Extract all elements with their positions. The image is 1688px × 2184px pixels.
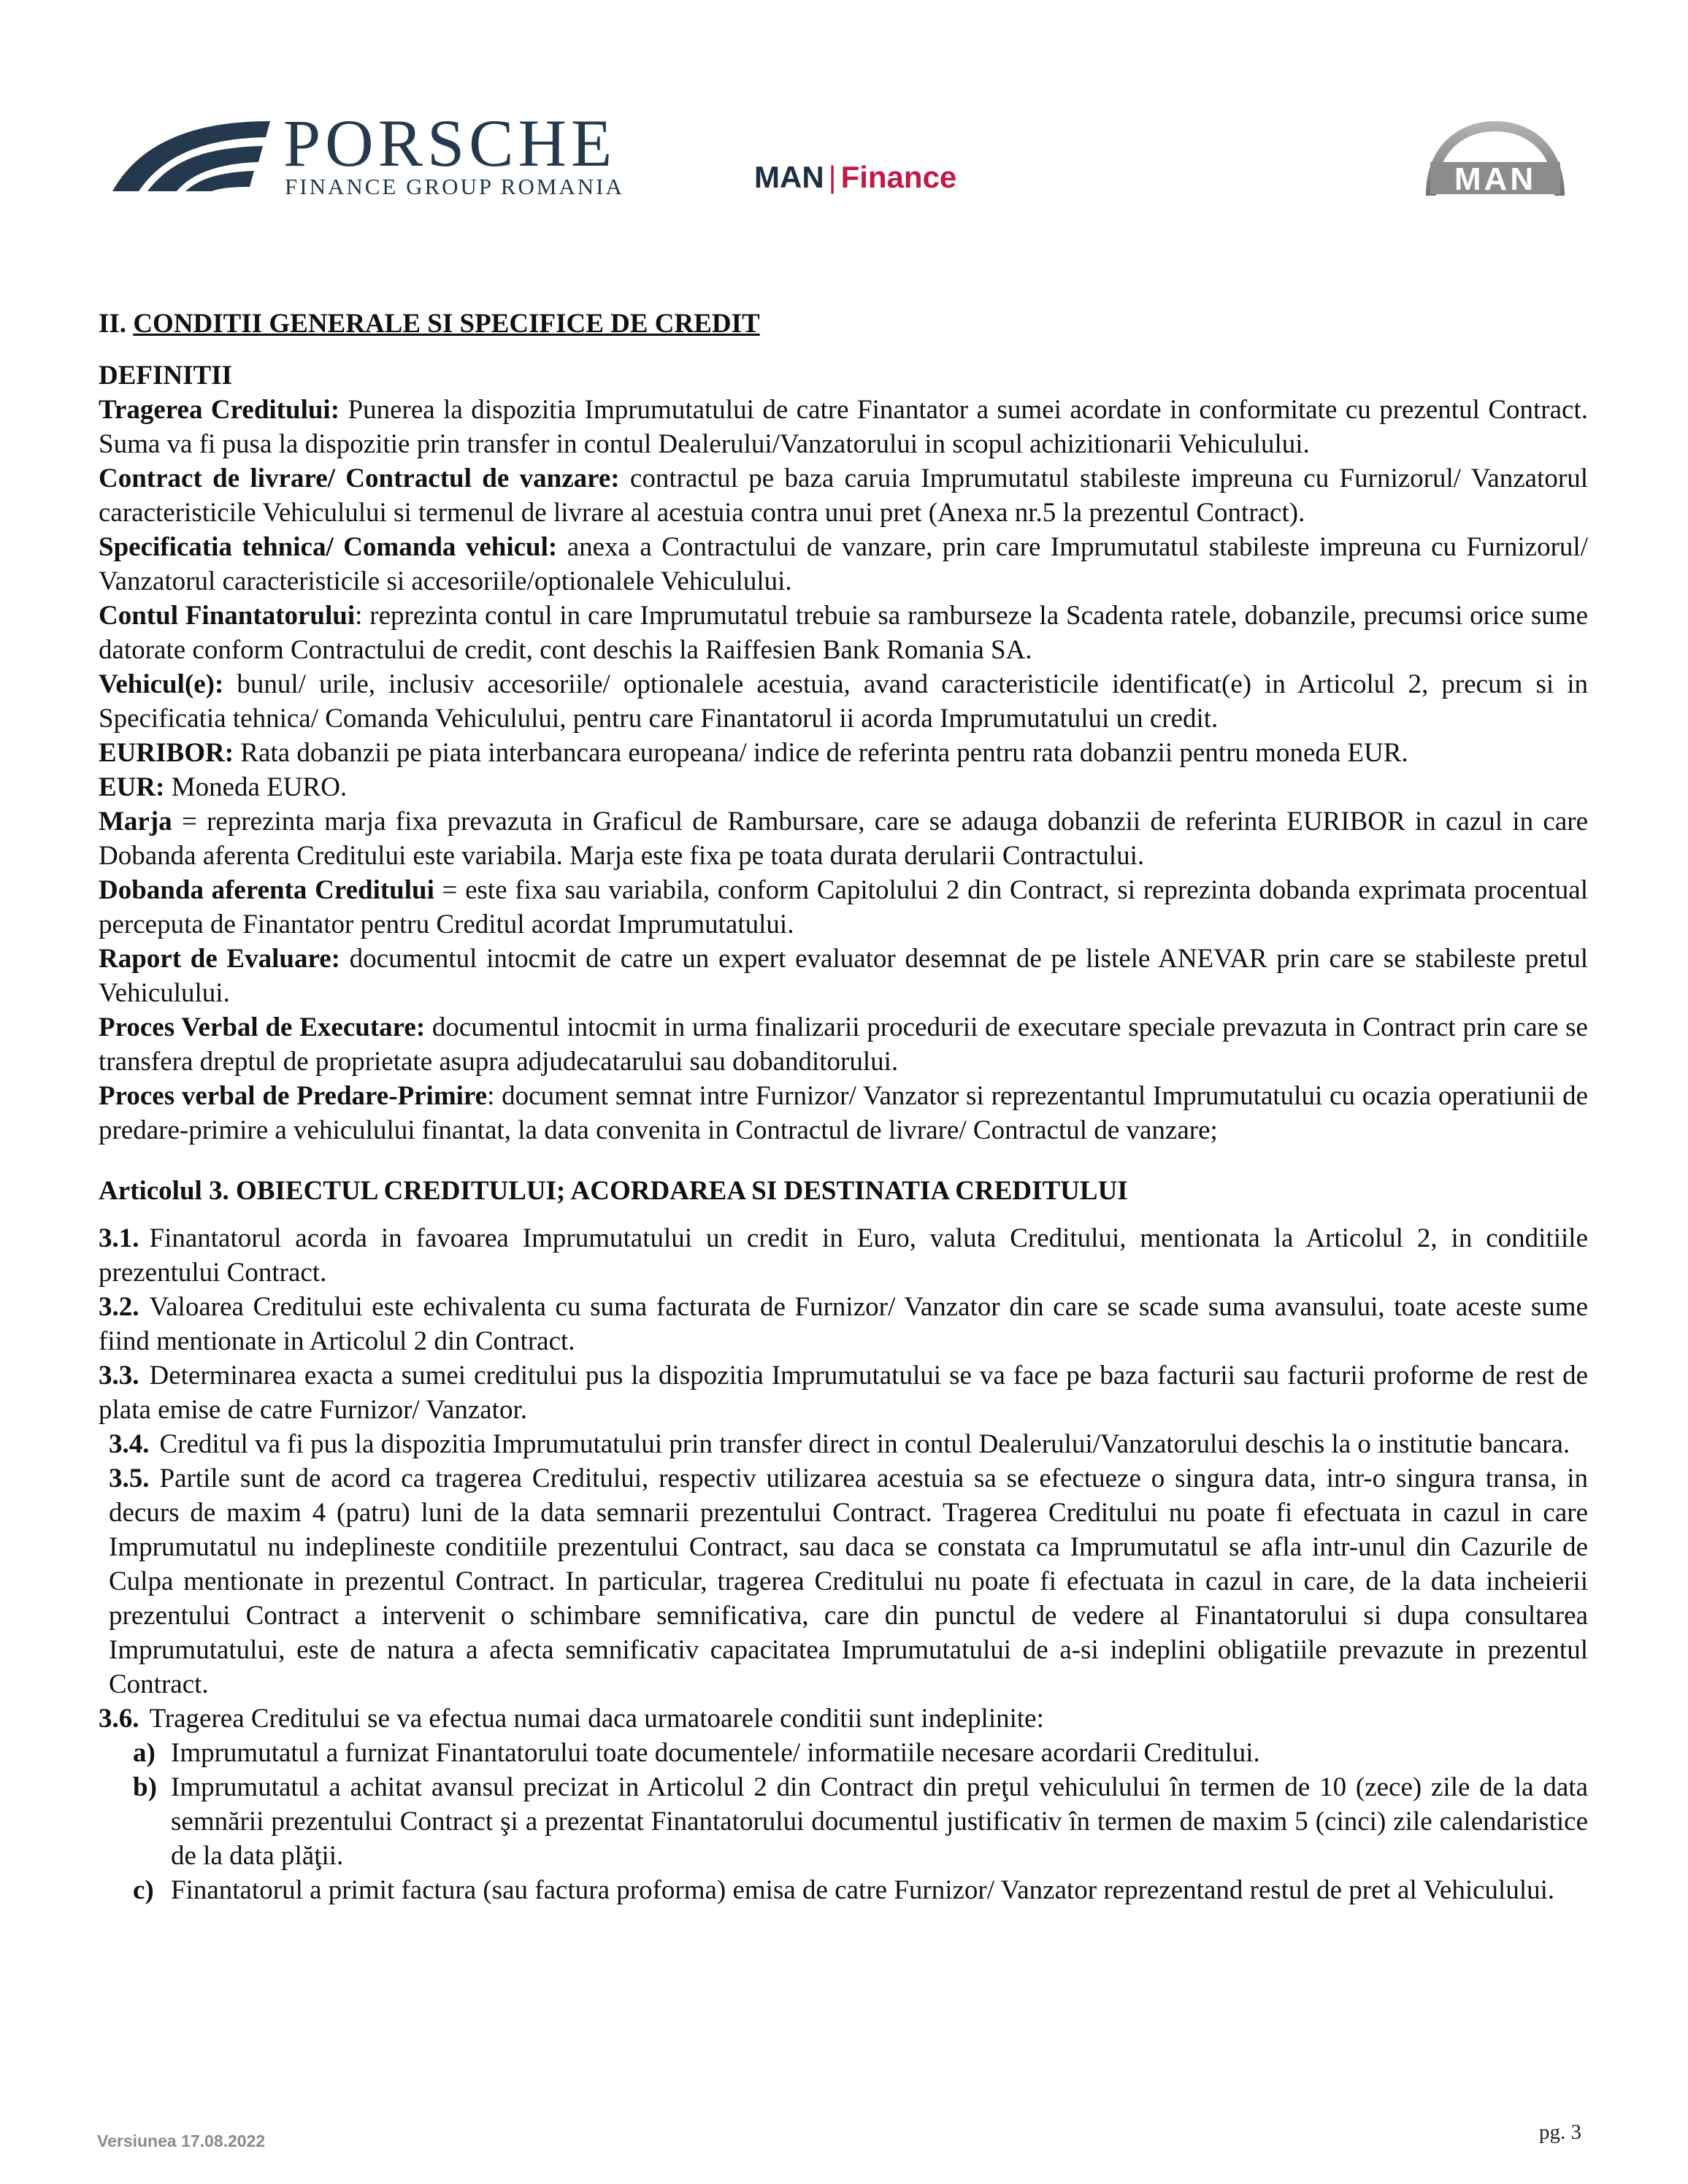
list-item	[99, 1736, 1588, 1770]
clause-text: Valoarea Creditului este echivalenta cu suma facturata de Furnizor/ Vanzator din care se scade suma avansului, toate aceste sume fiind mentionate in Articolul 2 din Contract.	[99, 1292, 1588, 1356]
footer-version: Versiunea 17.08.2022	[97, 2131, 266, 2150]
list-item-letter: b)	[133, 1772, 157, 1802]
porsche-subtitle: FINANCE GROUP ROMANIA	[285, 174, 624, 199]
section-title	[99, 307, 1588, 341]
article-title: Articolul 3. OBIECTUL CREDITULUI; ACORDAREA SI DESTINATIA CREDITULUI	[99, 1176, 1128, 1206]
clause	[99, 1461, 1588, 1702]
clause-number: 3.5.	[109, 1464, 150, 1493]
definition-item	[99, 1010, 1588, 1079]
clause-number: 3.2.	[99, 1292, 139, 1322]
list-item-text: Imprumutatul a achitat avansul precizat in Articolul 2 din Contract din preţul vehiculului în termen de 10 (zece) zile de la data semnării prezentului Contract şi a prezentat Finantatorului documentul justificativ în termen de maxim 5 (cinci) zile calendaristice de la data plăţii.	[171, 1772, 1588, 1871]
definition-text: : reprezinta contul in care Imprumutatul trebuie sa ramburseze la Scadenta ratele, dobanzile, precumsi orice sume datorate conform Contractului de credit, cont deschis la Raiffesien Bank Romania SA.	[99, 601, 1588, 665]
porsche-finance-logo	[110, 106, 686, 203]
definition-term: Contract de livrare/ Contractul de vanzare:	[99, 464, 620, 493]
porsche-wordmark: PORSCHE	[283, 106, 617, 180]
list-item-letter: c)	[133, 1875, 154, 1905]
clause-text: Finantatorul acorda in favoarea Imprumutatului un credit in Euro, valuta Creditului, mentionata la Articolul 2, in conditiile prezentului Contract.	[99, 1223, 1588, 1288]
man-finance-finance: Finance	[840, 160, 957, 194]
man-logo-text: MAN	[1454, 161, 1537, 197]
list-item	[99, 1873, 1588, 1907]
list-item-text: Finantatorul a primit factura (sau factura proforma) emisa de catre Furnizor/ Vanzator reprezentand restul de pret al Vehiculului.	[171, 1875, 1555, 1905]
definition-term: Raport de Evaluare:	[99, 944, 340, 974]
section-numeral: II.	[99, 309, 127, 339]
clause-text: Partile sunt de acord ca tragerea Creditului, respectiv utilizarea acestuia sa se efectueze o singura data, intr-o singura transa, in decurs de maxim 4 (patru) luni de la data semnarii prezentului Contract. Tragerea Creditului nu poate fi efectuata in cazul in care Imprumutatul nu indeplineste conditiile prezentului Contract, sau daca se constata ca Imprumutatul se afla intr-unul din Cazurile de Culpa mentionate in prezentul Contract. In particular, tragerea Creditului nu poate fi efectuata in cazul in care, de la data incheierii prezentului Contract a intervenit o schimbare semnificativa, care din punctul de vedere al Finantatorului si dupa consultarea Imprumutatului, este de natura a afecta semnificativ capacitatea Imprumutatului de a-si indeplini obligatiile prevazute in prezentul Contract.	[109, 1464, 1588, 1699]
page-number: pg. 3	[1539, 2120, 1581, 2144]
definition-item	[99, 461, 1588, 530]
definition-item	[99, 770, 1588, 804]
definition-item	[99, 393, 1588, 461]
definition-text: Rata dobanzii pe piata interbancara europeana/ indice de referinta pentru rata dobanzii pentru moneda EUR.	[234, 738, 1408, 768]
clause	[99, 1290, 1588, 1358]
definition-text: Moneda EURO.	[164, 772, 348, 802]
man-finance-separator: |	[828, 160, 837, 194]
clause-text: Determinarea exacta a sumei creditului pus la dispozitia Imprumutatului se va face pe baza facturii sau facturii proforme de rest de plata emise de catre Furnizor/ Vanzator.	[99, 1361, 1588, 1425]
page-header	[0, 0, 1688, 219]
porsche-swoosh-icon	[110, 115, 274, 196]
man-logo-icon	[1419, 117, 1572, 199]
definition-text: bunul/ urile, inclusiv accesoriile/ optionalele acestuia, avand caracteristicile identificat(e) in Articolul 2, precum si in Specificatia tehnica/ Comanda Vehiculului, pentru care Finantatorul ii acorda Imprumutatului un credit.	[99, 669, 1588, 734]
definition-term: Tragerea Creditului:	[99, 395, 340, 425]
definition-text: = este fixa sau variabila, conform Capitolului 2 din Contract, si reprezinta dobanda exprimata procentual perceputa de Finantator pentru Creditul acordat Imprumutatului.	[99, 875, 1588, 939]
list-item-letter: a)	[133, 1738, 156, 1768]
definition-term: Proces Verbal de Executare:	[99, 1012, 426, 1042]
definitions-heading: DEFINITII	[99, 361, 232, 391]
definition-text: documentul intocmit de catre un expert evaluator desemnat de pe listele ANEVAR prin care se stabileste pretul Vehiculului.	[99, 944, 1589, 1008]
definition-item	[99, 873, 1588, 942]
definition-term: Vehicul(e):	[99, 669, 224, 699]
clause	[99, 1427, 1588, 1461]
document-body	[99, 307, 1588, 1907]
clause-number: 3.3.	[99, 1361, 139, 1391]
list-item-text: Imprumutatul a furnizat Finantatorului toate documentele/ informatiile necesare acordarii Creditului.	[171, 1738, 1260, 1768]
definition-item	[99, 1079, 1588, 1147]
definition-item	[99, 667, 1588, 736]
definition-text: contractul pe baza caruia Imprumutatul stabileste impreuna cu Furnizorul/ Vanzatorul caracteristicile Vehiculului si termenul de livrare al acestuia contra unui pret (Anexa nr.5 la prezentul Contract).	[99, 464, 1588, 528]
definition-text: documentul intocmit in urma finalizarii procedurii de executare speciale prevazuta in Contract prin care se transfera dreptul de proprietate asupra adjudecatarului sau dobanditorului.	[99, 1012, 1588, 1077]
clause-text: Creditul va fi pus la dispozitia Imprumutatului prin transfer direct in contul Dealerului/Vanzatorului deschis la o institutie bancara.	[159, 1429, 1570, 1459]
definition-term: Dobanda aferenta Creditului	[99, 875, 434, 905]
definition-item	[99, 736, 1588, 770]
clause-number: 3.1.	[99, 1223, 139, 1253]
condition-list	[99, 1736, 1588, 1907]
definition-text: : document semnat intre Furnizor/ Vanzator si reprezentantul Imprumutatului cu ocazia operatiunii de predare-primire a vehiculului finantat, la data convenita in Contractul de livrare/ Contractul de vanzare;	[99, 1081, 1588, 1145]
man-finance-man: MAN	[754, 160, 824, 194]
definition-item	[99, 942, 1588, 1010]
clause-text: Tragerea Creditului se va efectua numai daca urmatoarele conditii sunt indeplinite:	[149, 1704, 1044, 1734]
clause	[99, 1358, 1588, 1427]
definition-text: anexa a Contractului de vanzare, prin care Imprumutatul stabileste impreuna cu Furnizorul/ Vanzatorul caracteristicile si accesoriile/optionalele Vehiculului.	[99, 532, 1588, 596]
definition-text: = reprezinta marja fixa prevazuta in Graficul de Rambursare, care se adauga dobanzii de referinta EURIBOR in cazul in care Dobanda aferenta Creditului este variabila. Marja este fixa pe toata durata derularii Contractului.	[99, 807, 1588, 871]
man-finance-logo	[754, 162, 956, 193]
definition-term: Specificatia tehnica/ Comanda vehicul:	[99, 532, 558, 562]
definition-text: Punerea la dispozitia Imprumutatului de catre Finantator a sumei acordate in conformitate cu prezentul Contract. Suma va fi pusa la dispozitie prin transfer in contul Dealerului/Vanzatorului in scopul achizitionarii Vehiculului.	[99, 395, 1588, 459]
definition-item	[99, 530, 1588, 599]
definition-term: EUR:	[99, 772, 165, 802]
definition-term: EURIBOR:	[99, 738, 234, 768]
clause-number: 3.6.	[99, 1704, 139, 1734]
list-item	[99, 1770, 1588, 1873]
clause	[99, 1221, 1588, 1290]
definition-item	[99, 804, 1588, 873]
definition-term: Contul Finantatorului	[99, 601, 356, 631]
clause-number: 3.4.	[109, 1429, 150, 1459]
definition-term: Proces verbal de Predare-Primire	[99, 1081, 488, 1111]
clause	[99, 1702, 1588, 1736]
section-title-text: CONDITII GENERALE SI SPECIFICE DE CREDIT	[133, 309, 760, 339]
definition-item	[99, 599, 1588, 667]
definition-term: Marja	[99, 807, 172, 837]
